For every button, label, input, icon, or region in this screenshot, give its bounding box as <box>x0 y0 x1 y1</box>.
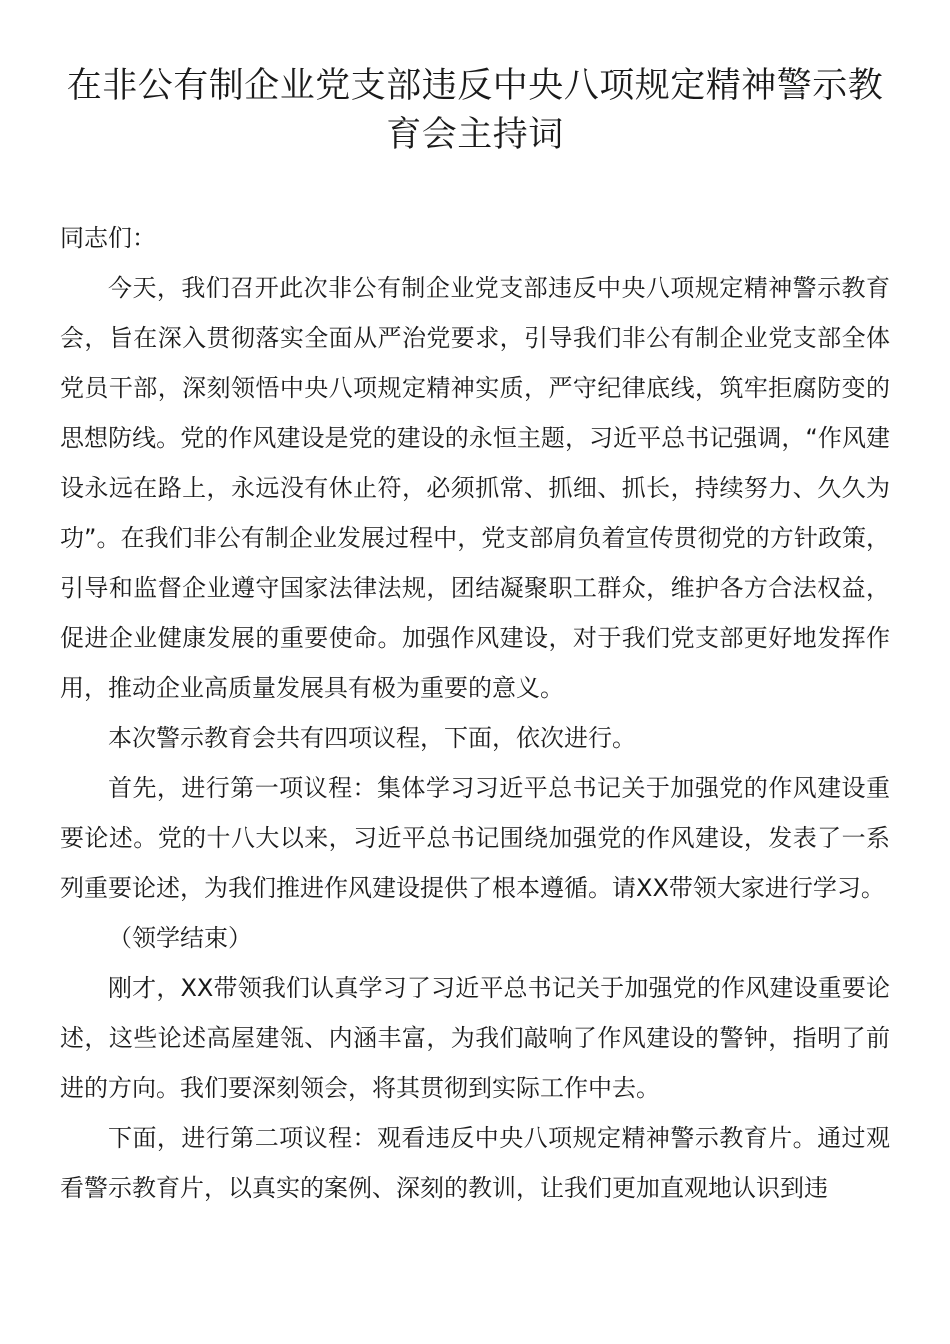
salutation: 同志们： <box>60 224 156 252</box>
document-body <box>60 213 890 1213</box>
paragraph-study-summary: 刚才，XX带领我们认真学习了习近平总书记关于加强党的作风建设重要论述，这些论述高屋建瓴、内涵丰富，为我们敲响了作风建设的警钟，指明了前进的方向。我们要深刻领会，将其贯彻到实际工作中去。 <box>60 974 890 1102</box>
paragraph-agenda-item-2: 下面，进行第二项议程：观看违反中央八项规定精神警示教育片。通过观看警示教育片，以真实的案例、深刻的教训，让我们更加直观地认识到违 <box>60 1124 890 1202</box>
paragraph-study-end-note: （领学结束） <box>108 924 252 952</box>
paragraph-opening: 今天，我们召开此次非公有制企业党支部违反中央八项规定精神警示教育会，旨在深入贯彻落实全面从严治党要求，引导我们非公有制企业党支部全体党员干部，深刻领悟中央八项规定精神实质，严守纪律底线，筑牢拒腐防变的思想防线。党的作风建设是党的建设的永恒主题，习近平总书记强调，“作风建设永远在路上，永远没有休止符，必须抓常、抓细、抓长，持续努力、久久为功”。在我们非公有制企业发展过程中，党支部肩负着宣传贯彻党的方针政策，引导和监督企业遵守国家法律法规，团结凝聚职工群众，维护各方合法权益，促进企业健康发展的重要使命。加强作风建设，对于我们党支部更好地发挥作用，推动企业高质量发展具有极为重要的意义。 <box>60 274 890 702</box>
paragraph-agenda-overview: 本次警示教育会共有四项议程，下面，依次进行。 <box>108 724 636 752</box>
paragraph-agenda-item-1: 首先，进行第一项议程：集体学习习近平总书记关于加强党的作风建设重要论述。党的十八大以来，习近平总书记围绕加强党的作风建设，发表了一系列重要论述，为我们推进作风建设提供了根本遵循。请XX带领大家进行学习。 <box>60 774 890 902</box>
document-title: 在非公有制企业党支部违反中央八项规定精神警示教育会主持词 <box>66 66 884 155</box>
